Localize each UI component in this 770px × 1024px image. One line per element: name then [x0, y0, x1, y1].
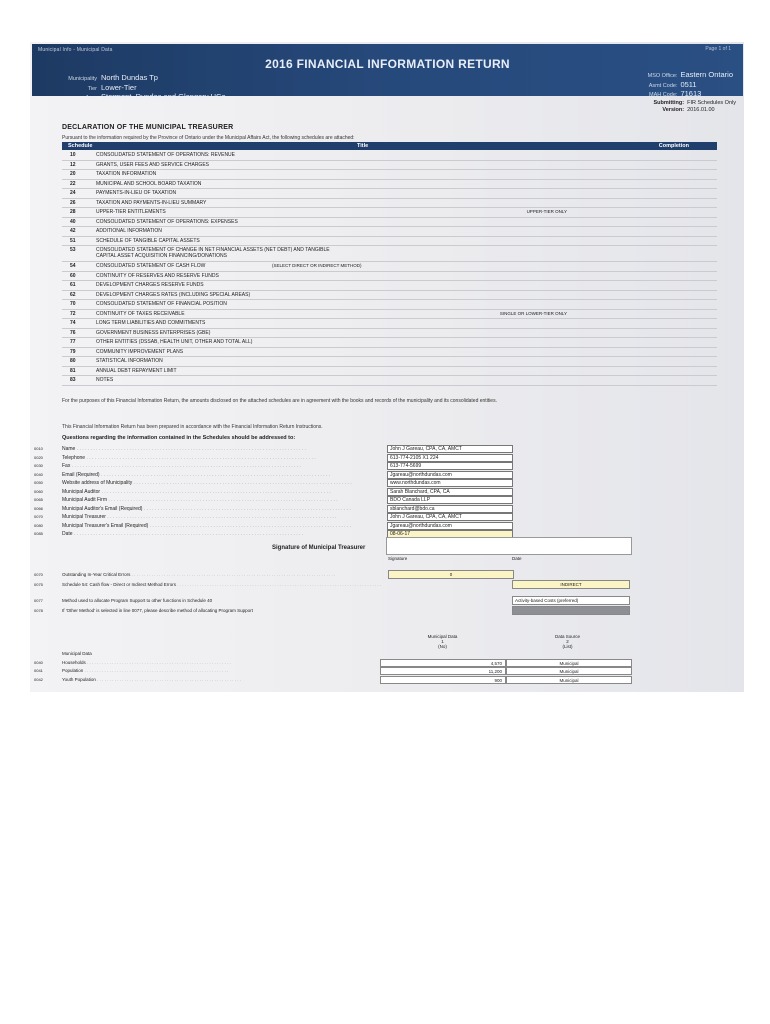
stats-value[interactable]: 4,570	[380, 659, 506, 667]
line-code: 0060	[34, 488, 43, 494]
contact-field[interactable]: Jgareau@northdundas.com	[387, 522, 513, 530]
schedule-row[interactable]	[62, 376, 717, 386]
schedule-number: 24	[70, 190, 76, 196]
contact-field[interactable]: 613-774-2105 X1 224	[387, 454, 513, 462]
schedule-number: 74	[70, 320, 76, 326]
schedule-title: SCHEDULE OF TANGIBLE CAPITAL ASSETS	[96, 237, 200, 244]
line-code: 0040	[34, 659, 43, 665]
line-code: 0080	[34, 522, 43, 528]
validation-field[interactable]: 0	[388, 570, 514, 579]
signature-title: Signature of Municipal Treasurer	[272, 545, 366, 551]
schedule-row[interactable]	[62, 281, 717, 291]
stats-label: Households . . .	[62, 660, 382, 665]
contact-label: Name . . .	[62, 446, 352, 452]
schedule-title: CONSOLIDATED STATEMENT OF CASH FLOW	[96, 263, 206, 269]
schedule-row[interactable]	[62, 218, 717, 228]
mso-value: Eastern Ontario	[680, 70, 733, 79]
validation-row	[34, 570, 634, 580]
schedule-title: ADDITIONAL INFORMATION	[96, 228, 162, 234]
schedule-number: 83	[70, 377, 76, 383]
stats-value[interactable]: 900	[380, 676, 506, 684]
validation-section	[34, 570, 634, 616]
schedule-title: CONSOLIDATED STATEMENT OF OPERATIONS: REVENUE	[96, 152, 235, 158]
col-completion: Completion	[658, 143, 689, 149]
schedule-title: CONSOLIDATED STATEMENT OF OPERATIONS: EXPENSES	[96, 218, 238, 225]
return-title: 2016 FINANCIAL INFORMATION RETURN	[265, 57, 510, 71]
line-code: 0041	[34, 668, 43, 673]
line-code: 0070	[34, 572, 43, 577]
contact-label: Email (Required) . . .	[62, 472, 352, 478]
stats-col1-num: 1	[441, 639, 444, 644]
schedule-row[interactable]	[62, 199, 717, 209]
page-indicator: Page 1 of 1	[705, 46, 731, 52]
municipal-stats-table	[34, 650, 634, 684]
schedule-title: GOVERNMENT BUSINESS ENTERPRISES (GBE)	[96, 329, 211, 336]
signature-box[interactable]	[386, 537, 632, 555]
schedule-number: 61	[70, 282, 76, 288]
schedule-title: MUNICIPAL AND SCHOOL BOARD TAXATION	[96, 180, 202, 187]
stats-source[interactable]: Municipal	[506, 659, 632, 667]
stats-source[interactable]: Municipal	[506, 676, 632, 684]
questions-heading: Questions regarding the information contained in the Schedules should be addressed to:	[62, 435, 296, 441]
line-code: 0010	[34, 446, 43, 451]
schedule-row[interactable]	[62, 246, 717, 262]
instructions-statement: This Financial Information Return has been prepared in accordance with the Financial Information Return Instructions.	[62, 424, 323, 430]
contact-section	[34, 445, 524, 539]
stats-col2-num: 2	[566, 639, 569, 644]
declaration-intro: Pursuant to the information required by the Province of Ontario under the Municipal Affairs Act, the following schedules are attached:	[62, 135, 355, 141]
schedule-completion: UPPER-TIER ONLY	[526, 209, 567, 214]
schedule-number: 79	[70, 348, 76, 355]
contact-label: Municipal Auditor . . .	[62, 489, 352, 495]
schedule-number: 62	[70, 291, 76, 298]
schedule-row[interactable]	[62, 170, 717, 180]
contact-row	[34, 454, 524, 463]
contact-label: Fax . . .	[62, 463, 352, 469]
schedule-row[interactable]	[62, 262, 717, 272]
line-code: 0065	[34, 497, 43, 502]
contact-field[interactable]: John J Gareau, CPA, CA, AMCT	[387, 445, 513, 453]
schedule-row[interactable]	[62, 189, 717, 199]
contact-field[interactable]: BDO Canada LLP	[387, 496, 513, 504]
contact-row	[34, 471, 524, 480]
stats-label: Youth Population . . .	[62, 677, 382, 682]
line-code: 0075	[34, 582, 43, 587]
stats-source[interactable]: Municipal	[506, 667, 632, 675]
schedule-row[interactable]	[62, 300, 717, 310]
schedule-table-header	[62, 142, 717, 150]
contact-field[interactable]: Jgareau@northdundas.com	[387, 471, 513, 479]
schedule-row[interactable]	[62, 237, 717, 247]
signature-date-label: Date	[512, 556, 522, 561]
validation-label: Outstanding In-Year Critical Errors . . .	[62, 572, 502, 577]
schedule-title: TAXATION INFORMATION	[96, 171, 157, 177]
validation-field[interactable]: Activity-based Costs (preferred)	[512, 596, 630, 605]
schedule-number: 70	[70, 301, 76, 307]
line-code: 0085	[34, 531, 43, 536]
schedule-row[interactable]	[62, 151, 717, 161]
schedule-row[interactable]	[62, 272, 717, 282]
schedule-completion: SINGLE OR LOWER-TIER ONLY	[499, 310, 567, 316]
line-code: 0030	[34, 463, 43, 468]
contact-row	[34, 479, 524, 488]
schedule-title: COMMUNITY IMPROVEMENT PLANS	[96, 348, 184, 355]
return-header-banner	[32, 44, 743, 101]
mah-label: MAH Code:	[649, 92, 678, 98]
schedule-title: TAXATION AND PAYMENTS-IN-LIEU SUMMARY	[96, 199, 207, 206]
schedule-title: DEVELOPMENT CHARGES RESERVE FUNDS	[96, 282, 204, 288]
asmt-label: Asmt Code:	[648, 82, 678, 89]
schedule-row[interactable]	[62, 367, 717, 377]
schedule-row[interactable]	[62, 180, 717, 190]
schedule-number: 12	[70, 161, 76, 168]
contact-label: Municipal Treasurer's Email (Required) . . .	[62, 523, 352, 529]
schedule-row[interactable]	[62, 338, 717, 348]
schedule-row[interactable]	[62, 329, 717, 339]
validation-field[interactable]: INDIRECT	[512, 580, 630, 589]
stats-col2-unit: (List)	[562, 644, 573, 649]
schedule-number: 60	[70, 272, 76, 279]
contact-row	[34, 513, 524, 522]
mso-label: MSO Office:	[647, 73, 678, 79]
area-label: Area	[85, 95, 97, 101]
contact-field[interactable]: www.northdundas.com	[387, 479, 513, 487]
agreement-statement: For the purposes of this Financial Information Return, the amounts disclosed on the attached schedules are in agreement with the books and records of the municipality and its consolidated entities.	[62, 398, 497, 404]
submitting-label: Submitting:	[653, 100, 685, 106]
stats-label: Population . . .	[62, 668, 382, 673]
validation-field[interactable]	[512, 606, 630, 615]
schedule-number: 53	[70, 247, 76, 253]
mah-value: 71613	[680, 89, 702, 98]
schedule-number: 54	[70, 263, 76, 269]
schedule-number: 51	[70, 237, 76, 244]
area-value: Stormont, Dundas and Glengary UCo	[101, 92, 226, 101]
office-codes	[639, 71, 733, 100]
schedule-title: NOTES	[96, 377, 114, 383]
line-code: 0078	[34, 608, 43, 613]
schedule-title: PAYMENTS-IN-LIEU OF TAXATION	[96, 190, 177, 196]
schedule-number: 10	[70, 152, 76, 158]
municipality-value: North Dundas Tp	[101, 73, 158, 82]
schedule-number: 80	[70, 358, 76, 364]
contact-label: Date . . .	[62, 531, 352, 537]
col-schedule: Schedule	[68, 143, 93, 149]
schedule-title: LONG TERM LIABILITIES AND COMMITMENTS	[96, 320, 206, 326]
schedule-title: GRANTS, USER FEES AND SERVICE CHARGES	[96, 161, 209, 168]
validation-row	[34, 606, 634, 616]
contact-field[interactable]: sblanchard@bdo.ca	[387, 505, 513, 513]
contact-label: Municipal Treasurer . . .	[62, 514, 352, 520]
schedule-title: UPPER-TIER ENTITLEMENTS	[96, 209, 166, 215]
schedule-title: CONSOLIDATED STATEMENT OF CHANGE IN NET FINANCIAL ASSETS (NET DEBT) AND TANGIBLE CAPITAL ASSET ACQUISITION FINANCING/DONATIONS	[96, 247, 330, 259]
contact-field[interactable]: Sarah Blanchard, CPA, CA	[387, 488, 513, 496]
contact-label: Municipal Audit Firm . . .	[62, 497, 352, 503]
tier-value: Lower-Tier	[101, 82, 137, 92]
stats-section-label: Municipal Data	[62, 651, 92, 656]
schedule-row[interactable]	[62, 161, 717, 171]
schedule-row[interactable]	[62, 227, 717, 237]
line-code: 0042	[34, 676, 43, 682]
schedule-number: 42	[70, 228, 76, 234]
tier-label: Tier	[87, 85, 97, 92]
contact-label: Website address of Municipality . . .	[62, 480, 352, 486]
schedule-number: 26	[70, 199, 76, 206]
contact-row	[34, 445, 524, 454]
asmt-value: 0511	[680, 79, 697, 89]
breadcrumb: Municipal Info - Municipal Data	[38, 47, 113, 53]
line-code: 0070	[34, 514, 43, 519]
contact-row	[34, 462, 524, 471]
contact-row	[34, 496, 524, 505]
line-code: 0040	[34, 471, 43, 477]
schedule-title: CONTINUITY OF RESERVES AND RESERVE FUNDS	[96, 272, 219, 279]
validation-row	[34, 596, 634, 606]
schedule-title: CONTINUITY OF TAXES RECEIVABLE	[96, 310, 185, 317]
contact-field[interactable]: 08-06-17	[387, 530, 513, 538]
stats-col1-unit: (No)	[438, 644, 447, 649]
schedule-row[interactable]	[62, 357, 717, 367]
stats-row	[34, 667, 634, 676]
line-code: 0020	[34, 454, 43, 460]
version-value: 2016.01.00	[687, 107, 715, 113]
schedule-number: 22	[70, 180, 76, 187]
schedule-row[interactable]	[62, 291, 717, 301]
contact-field[interactable]: John J Gareau, CPA, CA, AMCT	[387, 513, 513, 521]
schedule-row[interactable]	[62, 208, 717, 218]
signature-label: Signature	[388, 556, 408, 561]
schedule-number: 40	[70, 218, 76, 225]
stats-col1-title: Municipal Data	[427, 634, 458, 639]
municipality-label: Municipality	[68, 76, 97, 82]
submitting-value: FIR Schedules Only	[687, 100, 736, 106]
contact-label: Municipal Auditor's Email (Required) . . .	[62, 506, 352, 512]
line-code: 0077	[34, 598, 43, 603]
stats-value[interactable]: 11,200	[380, 667, 506, 675]
stats-row	[34, 659, 634, 668]
municipality-info	[52, 74, 226, 103]
schedule-title: STATISTICAL INFORMATION	[96, 358, 163, 364]
line-code: 0050	[34, 480, 43, 485]
schedule-note: (SELECT DIRECT OR INDIRECT METHOD)	[272, 263, 362, 268]
validation-label: Method used to allocate Program Support to other functions in Schedule 40	[62, 598, 213, 603]
col-title: Title	[357, 143, 369, 149]
validation-label: Schedule 54: Cash flow - Direct or Indirect Method Errors . . .	[62, 582, 502, 587]
schedule-number: 81	[70, 367, 76, 374]
schedule-number: 76	[70, 329, 76, 336]
schedule-list	[62, 151, 717, 386]
schedule-number: 77	[70, 339, 76, 345]
schedule-number: 72	[70, 310, 76, 317]
declaration-title: DECLARATION OF THE MUNICIPAL TREASURER	[62, 124, 234, 131]
contact-row	[34, 505, 524, 514]
stats-section-row	[34, 650, 634, 659]
submission-info	[650, 100, 736, 114]
validation-label: If 'Other Method' is selected in line 0077, please describe method of allocating Program Support	[62, 608, 253, 613]
schedule-row[interactable]	[62, 319, 717, 329]
version-label: Version:	[662, 107, 685, 113]
stats-col2-title: Data Source	[554, 634, 580, 639]
schedule-title: OTHER ENTITIES (DSSAB, HEALTH UNIT, OTHER AND TOTAL ALL)	[96, 339, 253, 345]
schedule-title: DEVELOPMENT CHARGES RATES (INCLUDING SPECIAL AREAS)	[96, 291, 251, 298]
validation-row	[34, 580, 634, 590]
contact-label: Telephone . . .	[62, 455, 352, 461]
contact-field[interactable]: 613-774-5699	[387, 462, 513, 470]
schedule-number: 20	[70, 171, 76, 177]
contact-row	[34, 522, 524, 531]
stats-row	[34, 676, 634, 685]
line-code: 0066	[34, 505, 43, 511]
schedule-number: 28	[70, 209, 76, 215]
schedule-title: ANNUAL DEBT REPAYMENT LIMIT	[96, 367, 177, 374]
schedule-title: CONSOLIDATED STATEMENT OF FINANCIAL POSITION	[96, 301, 227, 307]
schedule-row[interactable]	[62, 310, 717, 320]
contact-row	[34, 488, 524, 497]
schedule-row[interactable]	[62, 348, 717, 358]
